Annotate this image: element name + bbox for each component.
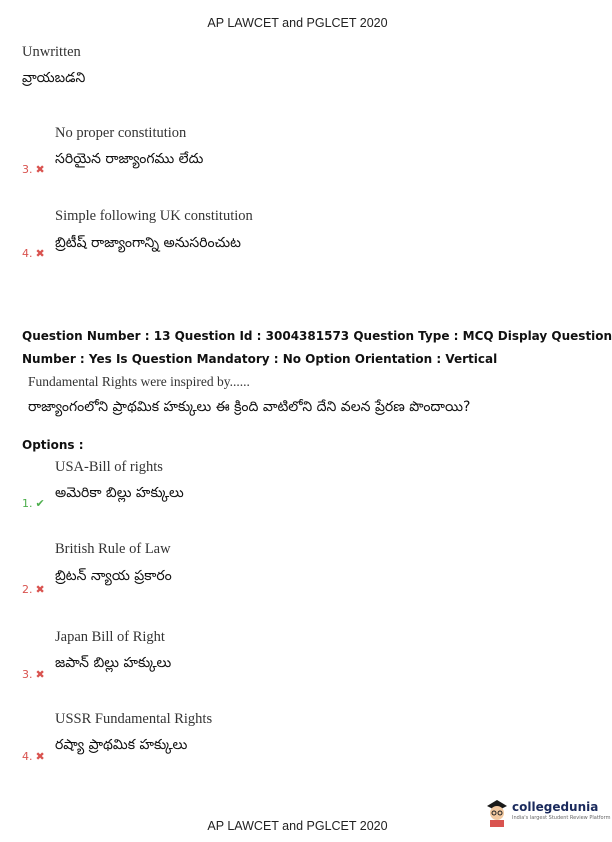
prev-option-4-te: బ్రిటీష్ రాజ్యాంగాన్ని అనుసరించుట bbox=[55, 235, 241, 251]
cross-icon: ✖ bbox=[35, 750, 45, 763]
option-1-number: 1. ✔ bbox=[22, 497, 45, 510]
option-3-number: 3. ✖ bbox=[22, 668, 45, 681]
option-3-te: జపాన్ బిల్లు హక్కులు bbox=[55, 655, 172, 671]
option-4-en: USSR Fundamental Rights bbox=[55, 711, 213, 727]
cross-icon: ✖ bbox=[35, 163, 45, 176]
question-meta-line-2: Number : Yes Is Question Mandatory : No Option Orientation : Vertical bbox=[22, 352, 498, 366]
cross-icon: ✖ bbox=[35, 583, 45, 596]
option-partial-te: వ్రాయబడని bbox=[22, 70, 86, 86]
check-icon: ✔ bbox=[35, 497, 45, 510]
option-partial-en: Unwritten bbox=[22, 44, 81, 60]
option-2-te: బ్రిటన్ న్యాయ ప్రకారం bbox=[55, 568, 172, 584]
logo-name: collegedunia bbox=[512, 800, 599, 814]
cross-icon: ✖ bbox=[35, 668, 45, 681]
page-footer: AP LAWCET and PGLCET 2020 bbox=[207, 819, 388, 833]
prev-option-4-en: Simple following UK constitution bbox=[55, 208, 253, 224]
prev-option-3-te: సరియైన రాజ్యాంగము లేదు bbox=[55, 151, 204, 167]
prev-option-4-number: 4. ✖ bbox=[22, 247, 45, 260]
option-1-en: USA-Bill of rights bbox=[55, 459, 163, 475]
cross-icon: ✖ bbox=[35, 247, 45, 260]
option-1-te: అమెరికా బిల్లు హక్కులు bbox=[55, 485, 184, 501]
option-4-number: 4. ✖ bbox=[22, 750, 45, 763]
option-4-te: రష్యా ప్రాథమిక హక్కులు bbox=[55, 737, 188, 753]
prev-option-3-number: 3. ✖ bbox=[22, 163, 45, 176]
prev-option-3-en: No proper constitution bbox=[55, 125, 187, 141]
page-header: AP LAWCET and PGLCET 2020 bbox=[207, 16, 388, 30]
question-text-en: Fundamental Rights were inspired by...... bbox=[28, 374, 250, 389]
options-label: Options : bbox=[22, 438, 84, 452]
option-2-en: British Rule of Law bbox=[55, 541, 171, 557]
question-text-te: రాజ్యాంగంలోని ప్రాథమిక హక్కులు ఈ క్రింది వాటిలోని దేని వలన ప్రేరణ పొందాయి? bbox=[28, 399, 471, 415]
option-3-en: Japan Bill of Right bbox=[55, 629, 165, 645]
option-2-number: 2. ✖ bbox=[22, 583, 45, 596]
question-meta-line-1: Question Number : 13 Question Id : 3004381573 Question Type : MCQ Display Question bbox=[22, 329, 612, 343]
logo-tagline: India's largest Student Review Platform bbox=[512, 815, 611, 821]
